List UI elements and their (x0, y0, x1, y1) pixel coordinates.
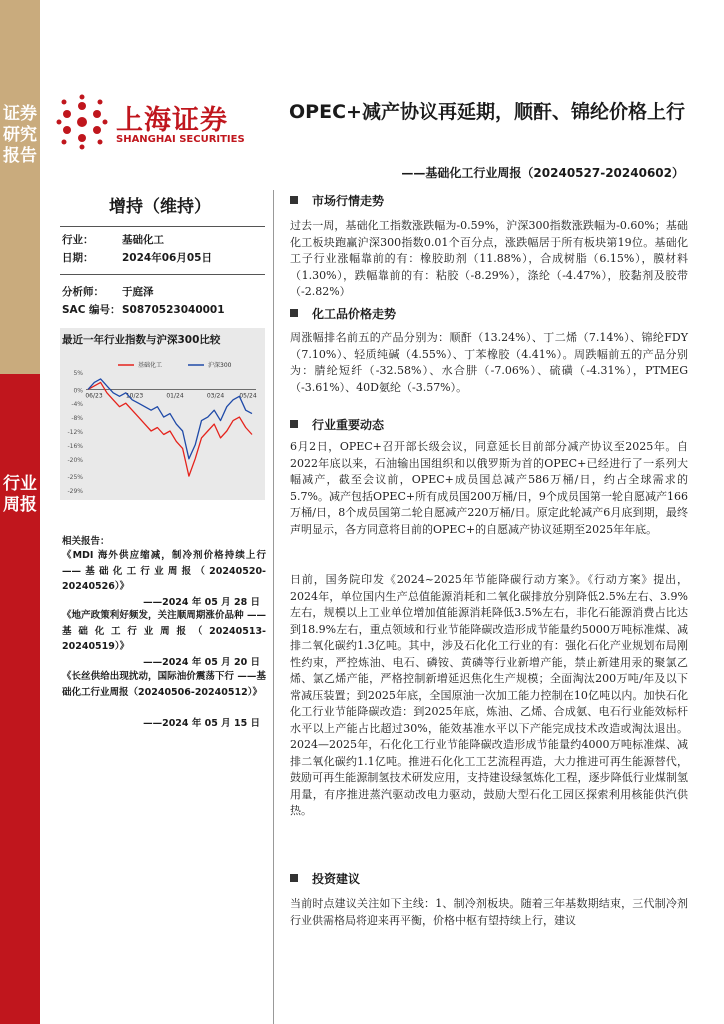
related-report-date: ——2024 年 05 月 15 日 (143, 718, 260, 729)
section-heading-advice: 投资建议 (290, 870, 360, 887)
report-subtitle: ——基础化工行业周报（20240527-20240602） (401, 166, 684, 180)
industry-rating: 增持（维持） (109, 197, 211, 217)
column-divider (273, 190, 274, 1024)
report-type-label: 证券研究报告 (3, 104, 37, 166)
x-tick-label: 03/24 (206, 392, 225, 400)
industry-row (62, 232, 164, 247)
divider (60, 274, 265, 275)
analyst-value: 于庭泽 (122, 286, 154, 298)
analyst-label: 分析师： (62, 286, 104, 298)
divider (60, 226, 265, 227)
sac-value: S0870523040001 (122, 304, 225, 316)
sidebar-top-band (0, 0, 40, 374)
news-paragraph-policy: 日前，国务院印发《2024~2025年节能降碳行动方案》。《行动方案》提出，2024年，单位国内生产总值能源消耗和二氧化碳排放分别降低2.5%左右、3.9%左右，规模以上工业单位增加值能源消耗降低3.5%左右，非化石能源消费占比达到18.9%左右，重点领域和行业节能降碳改造形成节能量约5000万吨标准煤、减排二氧化碳约1.3亿吨。其中，涉及石化化工行业的有：强化石化产业规划布局刚性约束，严控炼油、电石、磷铵、黄磷等行业新增产能，禁止新建用汞的聚氯乙烯、氯乙烯产能，严格控制新增延迟焦化生产规模；全面淘汰200万吨/年及以下常减压装置；到2025年底，全国原油一次加工能力控制在10亿吨以内。加快石化化工行业节能降碳改造：到2025年底，炼油、乙烯、合成氨、电石行业能效标杆水平以上产能占比超过30%，能效基准水平以下产能完成技术改造或淘汰退出。2024—2025年，石化化工行业节能降碳改造形成节能量约4000万吨标准煤、减排二氧化碳约1.1亿吨。推进石化化工工艺流程再造，大力推进可再生能源替代，鼓励可再生能源制氢技术研发应用，支持建设绿氢炼化工程，逐步降低行业煤制氢用量，有序推进蒸汽驱动改电力驱动，鼓励大型石化工园区探索利用核能供汽供热。 (290, 573, 688, 817)
sidebar-bottom-band (0, 374, 40, 1024)
square-bullet-icon (290, 196, 298, 204)
legend-label: 基础化工 (138, 362, 163, 369)
y-tick-label: -16% (67, 442, 83, 450)
square-bullet-icon (290, 420, 298, 428)
report-category-label: 行业周报 (3, 474, 37, 515)
y-tick-label: 0% (73, 387, 83, 395)
related-report-item[interactable]: 《MDI 海外供应缩减，制冷剂价格持续上行 ——基础化工行业周报（20240520-20240526）》 (62, 550, 266, 592)
industry-label: 行业： (62, 234, 94, 246)
logo-english-name: SHANGHAI SECURITIES (116, 134, 245, 145)
x-tick-label: 10/23 (125, 392, 144, 400)
report-title: OPEC+减产协议再延期，顺酐、锦纶价格上行 (289, 101, 685, 123)
date-label: 日期： (62, 252, 94, 264)
section-heading-news: 行业重要动态 (290, 416, 384, 433)
date-row (62, 250, 212, 265)
related-report-date: ——2024 年 05 月 20 日 (143, 657, 260, 668)
section-heading-market: 市场行情走势 (290, 192, 384, 209)
shanghai-securities-logo-icon (56, 94, 108, 150)
market-paragraph: 过去一周，基础化工指数涨跌幅为-0.59%，沪深300指数涨跌幅为-0.60%；基础化工板块跑赢沪深300指数0.01个百分点，涨跌幅居于所有板块第19位。基础化工子行业涨幅靠前的有：橡胶助剂（11.88%），合成树脂（6.15%），膜材料（1.30%），跌幅靠前的有：粘胶（-8.29%），涤纶（-4.47%），胶黏剂及胶带（-2.82%） (290, 219, 688, 298)
y-tick-label: -4% (71, 401, 83, 409)
company-logo (56, 94, 256, 154)
section-heading-prices: 化工品价格走势 (290, 305, 396, 322)
index-comparison-chart (60, 352, 265, 498)
x-tick-label: 01/24 (166, 392, 184, 400)
y-tick-label: -12% (67, 429, 83, 436)
analyst-row (62, 284, 154, 299)
x-tick-label: 06/23 (85, 392, 103, 400)
series-line (88, 379, 252, 459)
square-bullet-icon (290, 874, 298, 882)
sac-row (62, 302, 225, 317)
related-report-item[interactable]: 《长丝供给出现扰动，国际油价震荡下行 ——基础化工行业周报（20240506-20240512）》 (62, 671, 266, 698)
y-tick-label: 5% (73, 370, 83, 377)
y-tick-label: -25% (67, 474, 83, 482)
date-value: 2024年06月05日 (122, 252, 212, 264)
legend-label: 沪深300 (208, 362, 232, 369)
square-bullet-icon (290, 309, 298, 317)
chart-title: 最近一年行业指数与沪深300比较 (62, 334, 221, 346)
sac-label: SAC 编号： (62, 304, 121, 316)
x-tick-label: 05/24 (239, 392, 257, 400)
y-tick-label: -29% (67, 488, 83, 495)
related-reports-heading: 相关报告： (62, 536, 110, 547)
news-paragraph-opec: 6月2日，OPEC+召开部长级会议，同意延长目前部分减产协议至2025年。自2022年底以来，石油输出国组织和以俄罗斯为首的OPEC+已经进行了一系列大幅减产，截至会议前，OPEC+成员国总减产586万桶/日，约占全球需求的5.7%。减产包括OPEC+所有成员国200万桶/日，9个成员国第一轮自愿减产166万桶/日，8个成员国第二轮自愿减产220万桶/日。原定此轮减产6月底到期，最终声明显示，各方同意将目前的OPEC+的自愿减产协议延期至2025年年底。 (290, 440, 688, 536)
related-report-date: ——2024 年 05 月 28 日 (143, 597, 260, 608)
logo-chinese-name: 上海证券 (116, 105, 228, 136)
y-tick-label: -20% (67, 456, 83, 464)
y-tick-label: -8% (71, 415, 83, 423)
industry-value: 基础化工 (122, 234, 164, 246)
prices-paragraph: 周涨幅排名前五的产品分别为：顺酐（13.24%）、丁二烯（7.14%）、锦纶FDY（7.10%）、轻质纯碱（4.55%）、丁苯橡胶（4.41%）。周跌幅前五的产品分别为：腈纶短纤（-32.58%）、水合肼（-7.06%）、硫磺（-4.31%），PTMEG（-3.61%）、40D氨纶（-3.57%）。 (290, 331, 688, 394)
related-report-item[interactable]: 《地产政策利好频发，关注顺周期涨价品种 ——基础化工行业周报（20240513-20240519）》 (62, 610, 266, 652)
advice-paragraph: 当前时点建议关注如下主线：1、制冷剂板块。随着三年基数期结束，三代制冷剂行业供需格局将迎来再平衡，价格中枢有望持续上行，建议 (290, 897, 688, 927)
